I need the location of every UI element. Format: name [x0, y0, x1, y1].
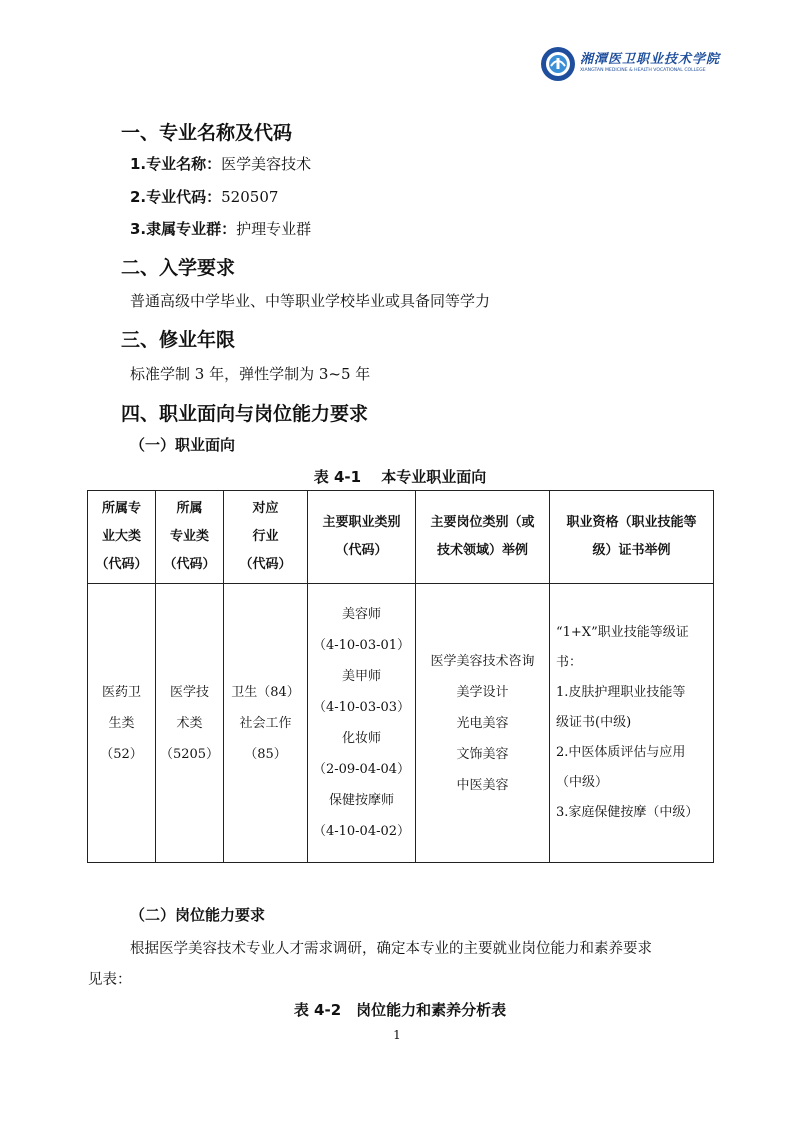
admission-text: 普通高级中学毕业、中等职业学校毕业或具备同等学力 — [130, 292, 491, 310]
table-row — [88, 584, 714, 863]
header-position: 主要岗位类别（或 技术领域）举例 — [416, 491, 550, 584]
header-class: 所属 专业类 （代码） — [156, 491, 224, 584]
major-name-line — [130, 153, 311, 174]
cell-certificate: “1+X”职业技能等级证 书： 1.皮肤护理职业技能等 级证书(中级) 2.中医体质评估与应用 （中级） 3.家庭保健按摩（中级） — [550, 584, 714, 863]
section3-heading: 三、修业年限 — [121, 329, 236, 351]
major-code-value: 520507 — [221, 188, 279, 206]
occupation-table — [87, 490, 714, 863]
major-code-line — [130, 186, 278, 207]
college-emblem-icon — [540, 46, 576, 82]
duration-text: 标准学制 3 年，弹性学制为 3~5 年 — [130, 365, 371, 383]
header-industry: 对应 行业 （代码） — [224, 491, 308, 584]
ability-paragraph-line2: 见表： — [88, 972, 132, 988]
major-code-label: 2.专业代码： — [130, 188, 222, 206]
section1-heading: 一、专业名称及代码 — [121, 122, 293, 144]
section2-heading: 二、入学要求 — [121, 257, 236, 279]
cell-class: 医学技 术类 （5205） — [156, 584, 224, 863]
major-group-value: 护理专业群 — [236, 220, 312, 238]
ability-paragraph-line1: 根据医学美容技术专业人才需求调研，确定本专业的主要就业岗位能力和素养要求 — [130, 941, 652, 957]
header-occupation: 主要职业类别 （代码） — [308, 491, 416, 584]
subsection-occupation: （一）职业面向 — [130, 436, 236, 454]
cell-position: 医学美容技术咨询 美学设计 光电美容 文饰美容 中医美容 — [416, 584, 550, 863]
college-name-cn: 湘潭医卫职业技术学院 — [580, 52, 721, 67]
major-group-label: 3.隶属专业群： — [130, 220, 237, 238]
table1-caption: 表 4-1 本专业职业面向 — [313, 468, 487, 486]
college-name-en: XIANGTAN MEDICINE & HEALTH VOCATIONAL COLLEGE — [580, 68, 706, 73]
table-header-row — [88, 491, 714, 584]
cell-occupation: 美容师 （4-10-03-01） 美甲师 （4-10-03-03） 化妆师 （2-09-04-04） 保健按摩师 （4-10-04-02） — [308, 584, 416, 863]
header-certificate: 职业资格（职业技能等 级）证书举例 — [550, 491, 714, 584]
cell-category: 医药卫 生类 （52） — [88, 584, 156, 863]
page-number: 1 — [393, 1028, 401, 1042]
major-name-label: 1.专业名称： — [130, 155, 222, 173]
subsection-ability: （二）岗位能力要求 — [130, 906, 266, 924]
cell-industry: 卫生（84） 社会工作 （85） — [224, 584, 308, 863]
section4-heading: 四、职业面向与岗位能力要求 — [121, 403, 369, 425]
college-name-block — [580, 48, 780, 73]
header-category: 所属专 业大类 （代码） — [88, 491, 156, 584]
major-name-value: 医学美容技术 — [221, 155, 312, 173]
college-logo — [540, 46, 576, 82]
table2-caption: 表 4-2 岗位能力和素养分析表 — [293, 1001, 507, 1019]
major-group-line — [130, 218, 311, 239]
